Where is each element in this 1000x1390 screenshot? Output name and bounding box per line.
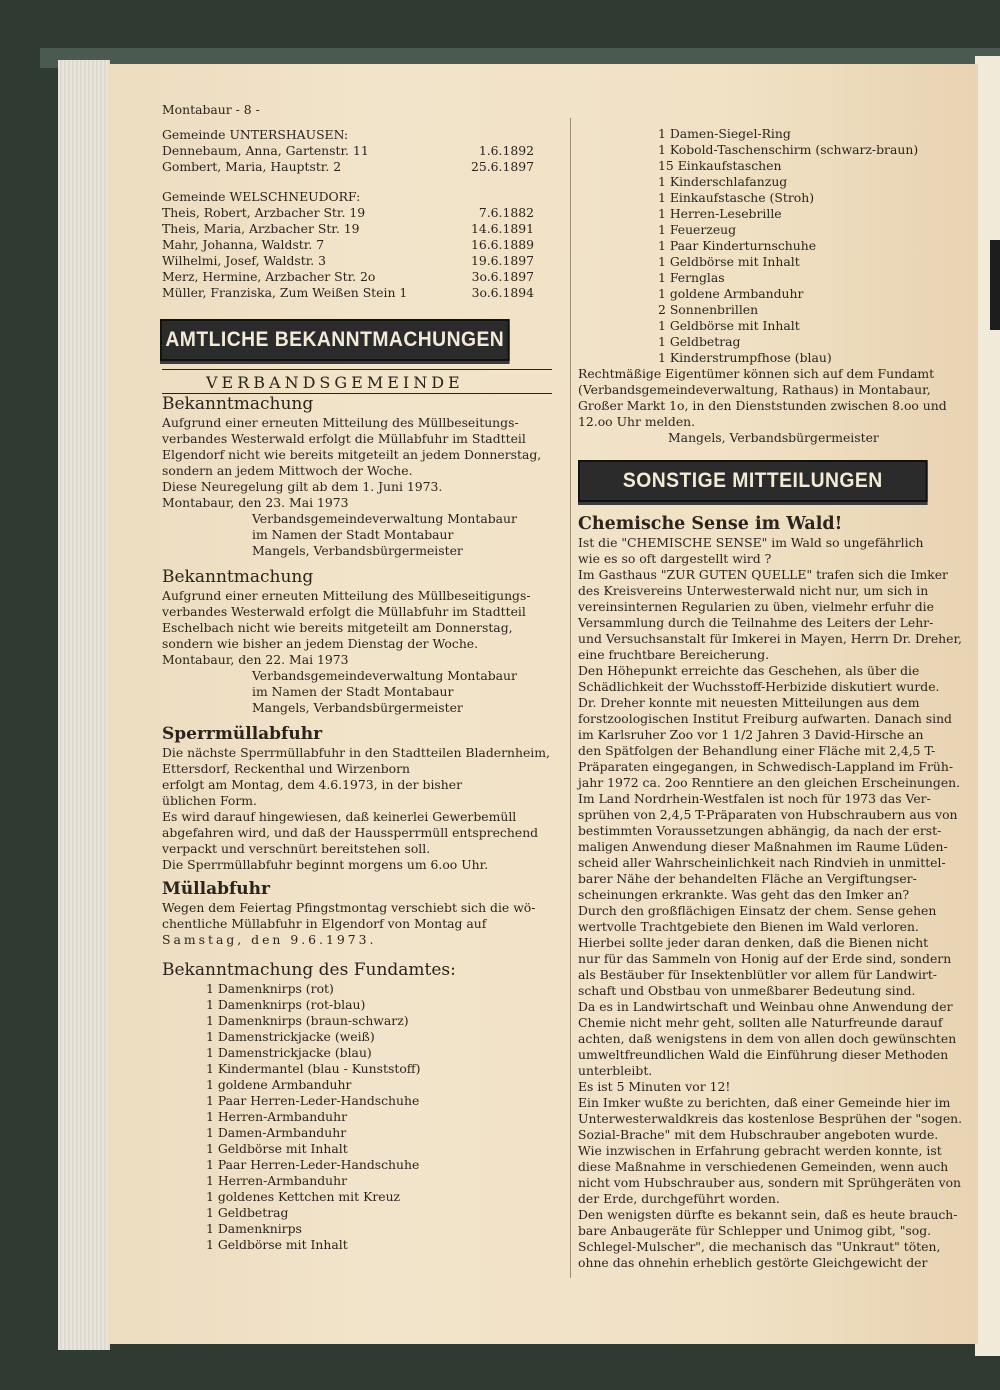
text-line: Schlegel-Mulscher", die mechanisch das "Unkraut" töten, (578, 1239, 941, 1254)
heading-fundamt: Bekanntmachung des Fundamtes: (162, 960, 456, 980)
signature-line: im Namen der Stadt Montabaur (252, 527, 454, 542)
list-item (162, 285, 534, 301)
person-name: Müller, Franziska, Zum Weißen Stein 1 (162, 285, 408, 300)
list-item: 2 Sonnenbrillen (658, 302, 759, 317)
text-line: achten, daß wenigstens in dem von allen doch gewünschten (578, 1031, 957, 1046)
person-name: Wilhelmi, Josef, Waldstr. 3 (162, 253, 327, 268)
list-item: 1 Fernglas (658, 270, 725, 285)
list-item: 1 Geldbörse mit Inhalt (658, 254, 800, 269)
text-line: im Karlsruher Zoo vor 1 1/2 Jahren 3 David-Hirsche an (578, 727, 924, 742)
list-item: 1 Damenstrickjacke (weiß) (206, 1029, 375, 1044)
text-line: scheid aller Wahrscheinlichkeit nach Rindvieh in unmittel- (578, 855, 946, 870)
birth-date: 3o.6.1897 (471, 269, 534, 284)
text-line: Es ist 5 Minuten vor 12! (578, 1079, 731, 1094)
section-verbandsgemeinde: VERBANDSGEMEINDE (206, 373, 464, 392)
text-line: (Verbandsgemeindeverwaltung, Rathaus) in Montabaur, (578, 382, 931, 397)
text-line: Versammlung durch die Teilnahme des Leiters der Lehr- (578, 615, 934, 630)
list-item: 1 goldene Armbanduhr (206, 1077, 352, 1092)
untershausen-title: Gemeinde UNTERSHAUSEN: (162, 127, 349, 142)
page-stack-edge (58, 60, 110, 1350)
signature-line: im Namen der Stadt Montabaur (252, 684, 454, 699)
text-line: maligen Anwendung dieser Maßnahmen im Raume Lüden- (578, 839, 948, 854)
list-item: 1 Herren-Armbanduhr (206, 1109, 348, 1124)
list-item: 1 Damenknirps (206, 1221, 302, 1236)
heading-bekanntmachung-2: Bekanntmachung (162, 567, 314, 587)
text-line: verpackt und verschnürt bereitstehen soll. (162, 841, 431, 856)
text-line: sprühen von 2,4,5 T-Präparaten von Hubschraubern aus von (578, 807, 958, 822)
text-line: unterbleibt. (578, 1063, 653, 1078)
list-item: 15 Einkaufstaschen (658, 158, 782, 173)
heading-chemische-sense: Chemische Sense im Wald! (578, 514, 843, 534)
text-line: Durch den großflächigen Einsatz der chem. Sense gehen (578, 903, 937, 918)
list-item: 1 Damen-Siegel-Ring (658, 126, 791, 141)
text-line: eine fruchtbare Bereicherung. (578, 647, 770, 662)
text-line: vereinsinternen Regularien zu üben, vielmehr erfuhr die (578, 599, 934, 614)
person-name: Dennebaum, Anna, Gartenstr. 11 (162, 143, 369, 158)
list-item: 1 Feuerzeug (658, 222, 737, 237)
text-line: Montabaur, den 22. Mai 1973 (162, 652, 349, 667)
birth-date: 25.6.1897 (470, 159, 534, 174)
welschneudorf-list (162, 205, 554, 301)
muellabfuhr-body (162, 900, 554, 948)
text-line: Die Sperrmüllabfuhr beginnt morgens um 6.oo Uhr. (162, 857, 489, 872)
text-line: Elgendorf nicht wie bereits mitgeteilt an jedem Donnerstag, (162, 447, 542, 462)
text-line: Aufgrund einer erneuten Mitteilung des Müllbeseitungs- (162, 415, 519, 430)
text-line: Schädlichkeit der Wuchsstoff-Herbizide diskutiert wurde. (578, 679, 940, 694)
list-item: 1 Geldbetrag (658, 334, 741, 349)
birth-date: 7.6.1882 (478, 205, 534, 220)
text-line: Chemie nicht mehr geht, sollten alle Naturfreunde darauf (578, 1015, 943, 1030)
text-line: verbandes Westerwald erfolgt die Müllabfuhr im Stadtteil (162, 604, 526, 619)
text-line: Den wenigsten dürfte es bekannt sein, daß es heute brauch- (578, 1207, 958, 1222)
list-item (162, 159, 534, 175)
list-item: 1 Damenknirps (braun-schwarz) (206, 1013, 409, 1028)
adjacent-page-mark (990, 240, 1000, 330)
heading-sperrmuellabfuhr: Sperrmüllabfuhr (162, 724, 323, 744)
birth-date: 1.6.1892 (478, 143, 534, 158)
text-line: Sozial-Brache" mit dem Hubschrauber angeboten wurde. (578, 1127, 939, 1142)
text-line: Samstag, den 9.6.1973. (162, 932, 377, 947)
text-line: Im Land Nordrhein-Westfalen ist noch für 1973 das Ver- (578, 791, 931, 806)
list-item: 1 Paar Herren-Leder-Handschuhe (206, 1157, 420, 1172)
text-line: Aufgrund einer erneuten Mitteilung des Müllbeseitigungs- (162, 588, 531, 603)
fundamt-list-continued (578, 126, 966, 366)
text-line: diese Maßnahme in verschiedenen Gemeinden, wenn auch (578, 1159, 949, 1174)
list-item (162, 205, 534, 221)
list-item (162, 253, 534, 269)
signature-line: Mangels, Verbandsbürgermeister (252, 700, 463, 715)
text-line: Montabaur, den 23. Mai 1973 (162, 495, 349, 510)
text-line: chentliche Müllabfuhr in Elgendorf von Montag auf (162, 916, 487, 931)
text-line: schaft und Obstbau von unmeßbarer Bedeutung sind. (578, 983, 916, 998)
list-item: 1 Geldbörse mit Inhalt (206, 1237, 348, 1252)
text-line: Im Gasthaus "ZUR GUTEN QUELLE" trafen sich die Imker (578, 567, 948, 582)
text-line: Rechtmäßige Eigentümer können sich auf dem Fundamt (578, 366, 935, 381)
text-line: Großer Markt 1o, in den Dienststunden zwischen 8.oo und (578, 398, 947, 413)
text-line: Eschelbach nicht wie bereits mitgeteilt am Donnerstag, (162, 620, 513, 635)
list-item: 1 Damen-Armbanduhr (206, 1125, 347, 1140)
fundamt-list (162, 981, 554, 1253)
text-line: bare Anbaugeräte für Schlepper und Unimog gibt, "sog. (578, 1223, 932, 1238)
heading-bekanntmachung-1: Bekanntmachung (162, 394, 314, 414)
birth-date: 3o.6.1894 (471, 285, 534, 300)
banner-sonstige-mitteilungen: SONSTIGE MITTEILUNGEN (578, 460, 928, 502)
text-line: ohne das ohnehin erheblich gestörte Gleichgewicht der (578, 1255, 928, 1270)
list-item (162, 221, 534, 237)
fundamt-closing (578, 366, 966, 446)
text-line: erfolgt am Montag, dem 4.6.1973, in der bisher (162, 777, 462, 792)
list-item: 1 Damenstrickjacke (blau) (206, 1045, 372, 1060)
text-line: sondern an jedem Mittwoch der Woche. (162, 463, 413, 478)
sperrmuell-body (162, 745, 554, 873)
text-line: des Kreisvereins Unterwesterwald nicht nur, um sich in (578, 583, 929, 598)
text-line: als Bestäuber für Insektenblütler vor allem für Landwirt- (578, 967, 937, 982)
text-line: barer Nähe der behandelten Fläche an Vergiftungser- (578, 871, 917, 886)
text-line: Hierbei sollte jeder daran denken, daß die Bienen nicht (578, 935, 929, 950)
text-line: der Erde, durchgeführt worden. (578, 1191, 780, 1206)
text-line: nur für das Sammeln von Honig auf der Erde sind, sondern (578, 951, 952, 966)
birth-date: 14.6.1891 (470, 221, 534, 236)
text-line: forstzoologischen Institut Freiburg aufwarten. Danach sind (578, 711, 952, 726)
signature-line: Mangels, Verbandsbürgermeister (668, 430, 879, 445)
text-line: Den Höhepunkt erreichte das Geschehen, als über die (578, 663, 920, 678)
list-item: 1 Geldbetrag (206, 1205, 289, 1220)
signature-line: Verbandsgemeindeverwaltung Montabaur (252, 668, 517, 683)
list-item (162, 269, 534, 285)
list-item: 1 Paar Kinderturnschuhe (658, 238, 817, 253)
text-line: abgefahren wird, und daß der Haussperrmüll entsprechend (162, 825, 539, 840)
list-item: 1 Damenknirps (rot) (206, 981, 334, 996)
text-line: Ist die "CHEMISCHE SENSE" im Wald so ungefährlich (578, 535, 924, 550)
list-item: 1 Herren-Lesebrille (658, 206, 782, 221)
column-divider (570, 118, 571, 1278)
person-name: Theis, Maria, Arzbacher Str. 19 (162, 221, 360, 236)
list-item: 1 Herren-Armbanduhr (206, 1173, 348, 1188)
left-column (162, 102, 554, 1253)
text-line: und Versuchsanstalt für Imkerei in Mayen, Herrn Dr. Dreher, (578, 631, 962, 646)
list-item: 1 Geldbörse mit Inhalt (206, 1141, 348, 1156)
text-line: 12.oo Uhr melden. (578, 414, 696, 429)
untershausen-list (162, 143, 554, 175)
birth-date: 19.6.1897 (470, 253, 534, 268)
text-line: wie es so oft dargestellt wird ? (578, 551, 772, 566)
person-name: Mahr, Johanna, Waldstr. 7 (162, 237, 325, 252)
text-line: Ettersdorf, Reckenthal und Wirzenborn (162, 761, 410, 776)
person-name: Gombert, Maria, Hauptstr. 2 (162, 159, 342, 174)
text-line: umweltfreundlichen Wald die Einführung dieser Methoden (578, 1047, 949, 1062)
heading-muellabfuhr: Müllabfuhr (162, 879, 270, 899)
text-line: Wegen dem Feiertag Pfingstmontag verschiebt sich die wö- (162, 900, 536, 915)
bekanntmachung-1-body (162, 415, 554, 559)
text-line: verbandes Westerwald erfolgt die Müllabfuhr im Stadtteil (162, 431, 526, 446)
list-item: 1 Kobold-Taschenschirm (schwarz-braun) (658, 142, 919, 157)
text-line: scheinungen erkrankte. Was geht das den Imker an? (578, 887, 910, 902)
list-item: 1 Kindermantel (blau - Kunststoff) (206, 1061, 421, 1076)
text-line: den Spätfolgen der Behandlung einer Fläche mit 2,4,5 T- (578, 743, 936, 758)
chemie-body (578, 535, 966, 1271)
text-line: nicht vom Hubschrauber aus, sondern mit Sprühgeräten von (578, 1175, 962, 1190)
list-item (162, 237, 534, 253)
text-line: sondern wie bisher an jedem Dienstag der Woche. (162, 636, 479, 651)
signature-line: Mangels, Verbandsbürgermeister (252, 543, 463, 558)
text-line: Diese Neuregelung gilt ab dem 1. Juni 1973. (162, 479, 443, 494)
text-line: Wie inzwischen in Erfahrung gebracht werden konnte, ist (578, 1143, 942, 1158)
list-item: 1 Paar Herren-Leder-Handschuhe (206, 1093, 420, 1108)
text-line: Unterwesterwaldkreis das kostenlose Besprühen der "sogen. (578, 1111, 963, 1126)
text-line: jahr 1972 ca. 2oo Renntiere an den gleichen Erscheinungen. (578, 775, 961, 790)
list-item (162, 143, 534, 159)
list-item: 1 Kinderstrumpfhose (blau) (658, 350, 832, 365)
banner-amtliche-bekanntmachungen: AMTLICHE BEKANNTMACHUNGEN (160, 319, 510, 361)
text-line: Dr. Dreher konnte mit neuesten Mitteilungen aus dem (578, 695, 920, 710)
person-name: Merz, Hermine, Arzbacher Str. 2o (162, 269, 376, 284)
birth-date: 16.6.1889 (470, 237, 534, 252)
list-item: 1 Einkaufstasche (Stroh) (658, 190, 815, 205)
text-line: Ein Imker wußte zu berichten, daß einer Gemeinde hier im (578, 1095, 951, 1110)
text-line: Da es in Landwirtschaft und Weinbau ohne Anwendung der (578, 999, 953, 1014)
text-line: Die nächste Sperrmüllabfuhr in den Stadtteilen Bladernheim, (162, 745, 550, 760)
text-line: bestimmten Voraussetzungen abhängig, da nach der erst- (578, 823, 942, 838)
person-name: Theis, Robert, Arzbacher Str. 19 (162, 205, 366, 220)
list-item: 1 goldene Armbanduhr (658, 286, 804, 301)
text-line: Präparaten eingegangen, in Schwedisch-Lappland im Früh- (578, 759, 954, 774)
welschneudorf-title: Gemeinde WELSCHNEUDORF: (162, 189, 361, 204)
text-line: wertvolle Trachtgebiete den Bienen im Wald verloren. (578, 919, 919, 934)
list-item: 1 Geldbörse mit Inhalt (658, 318, 800, 333)
text-line: Es wird darauf hingewiesen, daß keinerlei Gewerbemüll (162, 809, 517, 824)
list-item: 1 Kinderschlafanzug (658, 174, 788, 189)
right-column (578, 126, 966, 1271)
signature-line: Verbandsgemeindeverwaltung Montabaur (252, 511, 517, 526)
list-item: 1 Damenknirps (rot-blau) (206, 997, 366, 1012)
bekanntmachung-2-body (162, 588, 554, 716)
page-header: Montabaur - 8 - (162, 102, 260, 117)
list-item: 1 goldenes Kettchen mit Kreuz (206, 1189, 401, 1204)
text-line: üblichen Form. (162, 793, 257, 808)
